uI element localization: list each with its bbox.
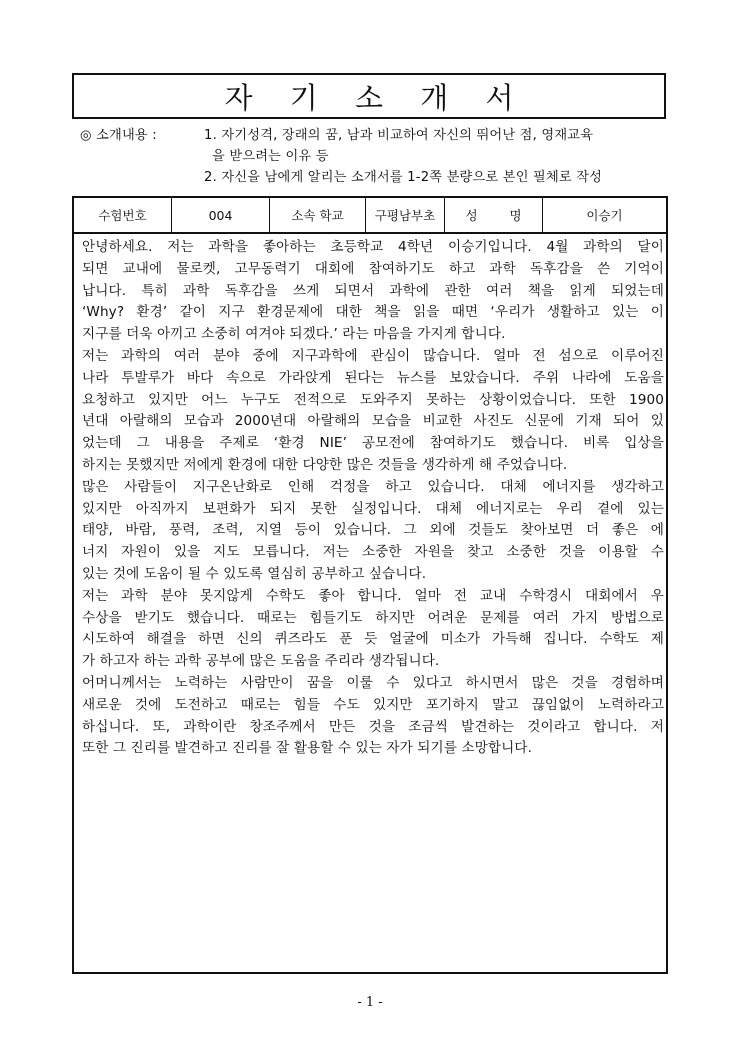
intro-item1-line2: 을 받으려는 이유 등 [212, 149, 329, 164]
essay-line: ‘Why? 환경’ 같이 지구 환경문제에 대한 책을 읽을 때면 ‘우리가 생활하고 있는 이 [82, 304, 664, 321]
exam-number-label: 수험번호 [74, 198, 172, 232]
name-label-text: 성 명 [465, 208, 536, 223]
essay-line: 요청하고 있지만 어느 누구도 전적으로 도와주지 못하는 상황이었습니다. 또한 1900 [82, 391, 664, 408]
essay-line: 또한 그 진리를 발견하고 진리를 잘 활용할 수 있는 자가 되기를 소망합니다. [82, 740, 532, 757]
intro-item2: 2. 자신을 남에게 알리는 소개서를 1-2쪽 분량으로 본인 필체로 작성 [204, 170, 603, 185]
document-title: 자 기 소 개 서 [224, 80, 528, 115]
essay-line: 었는데 그 내용을 주제로 ‘환경 NIE’ 공모전에 참여하기도 했습니다. 비록 입상을 [82, 435, 664, 452]
intro-item1-line1: 1. 자기성격, 장래의 꿈, 남과 비교하여 자신의 뛰어난 점, 영재교육 [204, 128, 594, 143]
exam-number-value: 004 [172, 198, 270, 232]
school-label: 소속 학교 [270, 198, 366, 232]
essay-line: 너지 자원이 있을 지도 모릅니다. 저는 소중한 자원을 찾고 소중한 것을 이용할 수 [82, 544, 664, 561]
essay-line: 나라 투발루가 바다 속으로 가라앉게 된다는 뉴스를 보았습니다. 주위 나라에 도움을 [82, 369, 664, 386]
essay-line: 있는 것에 도움이 될 수 있도록 열심히 공부하고 싶습니다. [82, 565, 427, 582]
essay-line: 년대 아랄해의 모습과 2000년대 아랄해의 모습을 비교한 사진도 신문에 기재 되어 있 [82, 413, 664, 430]
essay-line: 태양, 바람, 풍력, 조력, 지열 등이 있습니다. 그 외에 것들도 찾아보면 더 좋은 에 [82, 522, 664, 539]
essay-line: 시도하여 해결을 하면 신의 퀴즈라도 푼 듯 얼굴에 미소가 가득해 집니다. 수학도 제 [82, 631, 664, 648]
essay-line: 하지는 못했지만 저에게 환경에 대한 다양한 많은 것들을 생각하게 해 주었습니다. [82, 456, 568, 473]
essay-line: 있지만 아직까지 보편화가 되지 못한 실정입니다. 대체 에너지로는 우리 곁에 있는 [82, 500, 664, 517]
essay-line: 많은 사람들이 지구온난화로 인해 걱정을 하고 있습니다. 대체 에너지를 생각하고 [82, 478, 664, 495]
essay-line: 새로운 것에 도전하고 때로는 힘들 수도 있지만 포기하지 말고 끊임없이 노력하라고 [82, 696, 664, 713]
essay-line: 안녕하세요. 저는 과학을 좋아하는 초등학교 4학년 이승기입니다. 4월 과학의 달이 [82, 239, 664, 255]
essay-line: 하십니다. 또, 과학이란 창조주께서 만든 것을 조금씩 발견하는 것이라고 합니다. 저 [82, 718, 664, 735]
essay-line: 어머니께서는 노력하는 사람만이 꿈을 이룰 수 있다고 하시면서 많은 것을 경험하며 [82, 674, 664, 691]
essay-body [72, 234, 668, 974]
name-value: 이승기 [586, 208, 623, 223]
essay-line: 저는 과학의 여러 분야 중에 지구과학에 관심이 많습니다. 얼마 전 섬으로 이루어진 [82, 347, 664, 364]
essay-line: 수상을 받기도 했습니다. 때로는 힘들기도 하지만 어려운 문제를 여러 가지 방법으로 [82, 609, 664, 626]
intro-row-3 [80, 167, 680, 188]
school-value: 구평남부초 [366, 198, 445, 232]
intro-row-1 [80, 125, 680, 146]
name-label [445, 198, 543, 232]
info-table [72, 196, 668, 234]
page-number: - 1 - [357, 995, 383, 1010]
essay-line: 납니다. 특히 과학 독후감을 쓰게 되면서 과학에 관한 여러 책을 읽게 되었는데 [82, 282, 664, 299]
intro-section [80, 125, 680, 188]
essay-line: 저는 과학 분야 못지않게 수학도 좋아 합니다. 얼마 전 교내 수학경시 대회에서 우 [82, 587, 664, 604]
intro-lead: ◎ 소개내용 : [80, 128, 157, 143]
title-box [72, 73, 666, 119]
essay-line: 지구를 더욱 아끼고 소중히 여겨야 되겠다.’ 라는 마음을 가지게 합니다. [82, 326, 506, 343]
intro-row-2 [80, 146, 680, 167]
essay-line: 가 하고자 하는 과학 공부에 많은 도움을 주리라 생각됩니다. [82, 653, 440, 670]
essay-line: 되면 교내에 물로켓, 고무동력기 대회에 참여하기도 하고 과학 독후감을 쓴 기억이 [82, 260, 664, 277]
